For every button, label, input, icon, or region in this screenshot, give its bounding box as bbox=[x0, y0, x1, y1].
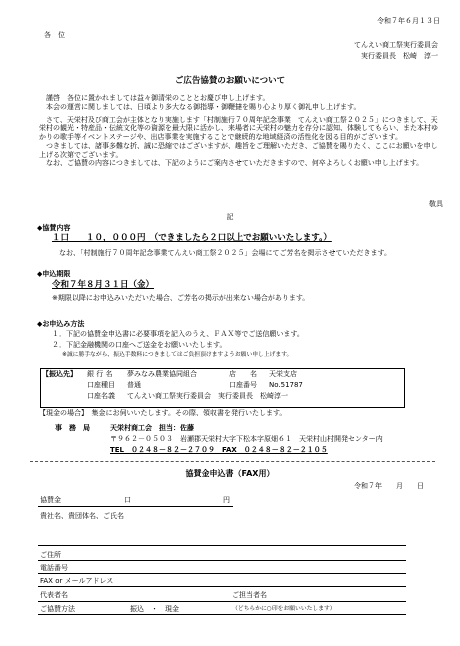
bank-box-label: 【振込先】 bbox=[42, 370, 77, 378]
form-title: 協賛金申込書（FAX用） bbox=[185, 469, 275, 478]
request-paragraph: つきましては、諸事多難な折、誠に恐縮ではございますが、趣旨をご理解いただき、ご協賛を賜りたく、ここにお願いを申し上げる次第でございます。 bbox=[39, 141, 438, 159]
cut-line bbox=[30, 461, 435, 462]
deadline-note: ※期限以降にお申込みいただいた場合、ご芳名の掲示が出来ない場合があります。 bbox=[52, 294, 310, 302]
date: 令和７年６月１３日 bbox=[377, 17, 440, 25]
deadline-heading: ◆申込期限 bbox=[37, 270, 71, 278]
account-type-label: 口座種目 bbox=[87, 381, 115, 389]
cash-note: 【現金の場合】 集金にお伺いいたします。その際、領収書を発行いたします。 bbox=[39, 409, 287, 417]
method-heading: ◆お申込み方法 bbox=[37, 320, 85, 328]
sender-name: 実行委員長 松崎 淳一 bbox=[361, 52, 438, 60]
payment-method-label: ご協賛方法 bbox=[40, 605, 75, 613]
address-field-line[interactable] bbox=[38, 560, 406, 561]
payment-method-options[interactable]: 振込 ・ 現金 bbox=[130, 605, 179, 613]
branch-name: 天栄支店 bbox=[269, 370, 297, 378]
method-item-1: １．下記の協賛金申込書に必要事項を記入のうえ、ＦＡＸ等でご送信願います。 bbox=[52, 330, 304, 338]
company-field-line[interactable] bbox=[38, 545, 406, 546]
page-title: ご広告協賛のお願いについて bbox=[174, 76, 286, 86]
form-date: 令和７年 月 日 bbox=[354, 482, 424, 490]
kyosan-note-wrap bbox=[52, 249, 444, 258]
organizer-name: てんえい商工祭実行委員会 bbox=[354, 41, 438, 49]
closing: 敬具 bbox=[429, 200, 443, 208]
fax-email-field-line[interactable] bbox=[38, 586, 406, 587]
amount-label: 協賛金 bbox=[40, 496, 61, 504]
kyosan-note: なお、「村制施行７０周年記念事業てんえい商工祭２０２５」会場にてご芳名を掲示させていただきます。 bbox=[59, 249, 391, 257]
amount-field-line[interactable] bbox=[38, 506, 233, 507]
office-address: 〒９６２－０５０３ 岩瀬郡天栄村大字下松本字原畑６１ 天栄村山村開発センター内 bbox=[110, 435, 383, 443]
recipients: 各 位 bbox=[44, 31, 65, 39]
note-paragraph: なお、ご協賛の内容につきましては、下記のようにご案内させていただきますので、何卒よろしくお願い申し上げます。 bbox=[46, 159, 424, 168]
kyosan-heading: ◆協賛内容 bbox=[37, 224, 71, 232]
office-label: 事 務 局 bbox=[55, 424, 90, 432]
amount-unit-yen: 円 bbox=[223, 496, 230, 504]
company-label: 貴社名、貴団体名、ご氏名 bbox=[40, 512, 124, 520]
payment-method-field-line bbox=[38, 614, 406, 615]
thanks-paragraph: 本会の運営に関しましては、日頃より多大なる御指導・御鞭撻を賜り心より厚く御礼申し上げます。 bbox=[46, 102, 361, 111]
account-number-label: 口座番号 bbox=[229, 381, 257, 389]
office-tel-fax: TEL ０２４８－８２－２７０９ FAX ０２４８－８２－２１０５ bbox=[110, 446, 328, 454]
fax-email-label: FAX or メールアドレス bbox=[40, 577, 114, 585]
payment-method-hint: （どちらかに○印をお願いいたします） bbox=[232, 606, 336, 612]
letter-body bbox=[39, 94, 443, 168]
account-holder: てんえい商工祭実行委員会 実行委員長 松崎淳一 bbox=[127, 392, 288, 400]
office-name: 天栄村商工会 担当：佐藤 bbox=[110, 424, 194, 432]
method-note: ※誠に勝手ながら、振込手数料につきましてはご負担頂けますようお願い申し上げます。 bbox=[62, 352, 293, 358]
branch-label: 店 名 bbox=[229, 370, 257, 378]
address-label: ご住所 bbox=[40, 551, 61, 559]
kyosan-amount: １口 １０，０００円 （できましたら２口以上でお願いいたします。） bbox=[52, 233, 332, 243]
contact-person-label: ご担当者名 bbox=[232, 591, 267, 599]
account-type: 普通 bbox=[127, 381, 141, 389]
account-number: No.51787 bbox=[269, 381, 303, 389]
phone-field-line[interactable] bbox=[38, 573, 406, 574]
ki-heading: 記 bbox=[226, 213, 234, 221]
purpose-paragraph: さて、天栄村及び商工会が主体となり実施します「村制施行７０周年記念事業 てんえい商工祭２０２５」につきまして、天栄村の観光・特産品・伝統文化等の資源を最大限に活かし、来場者に天栄村の魅力を存分に認知、体験してもらい、また本村ゆかりの歌手等イベントステージや、出店事業を実施することで継続的な地域経済の活性化を図る目的がございます。 bbox=[39, 115, 438, 141]
bank-name: 夢みなみ農業協同組合 bbox=[127, 370, 197, 378]
deadline-date: 令和７年８月３１日（金） bbox=[52, 280, 155, 290]
greeting: 謹啓 各位に置かれましては益々御清栄のこととお慶び申し上げます。 bbox=[46, 94, 270, 102]
representative-field-line[interactable] bbox=[38, 601, 406, 602]
representative-label: 代表者名 bbox=[40, 591, 68, 599]
phone-label: 電話番号 bbox=[40, 564, 68, 572]
amount-unit-kuchi: 口 bbox=[124, 496, 131, 504]
method-item-2: ２．下記金融機関の口座へご送金をお願いいたします。 bbox=[52, 341, 227, 349]
account-holder-label: 口座名義 bbox=[87, 392, 115, 400]
bank-name-label: 銀 行 名 bbox=[87, 370, 113, 378]
